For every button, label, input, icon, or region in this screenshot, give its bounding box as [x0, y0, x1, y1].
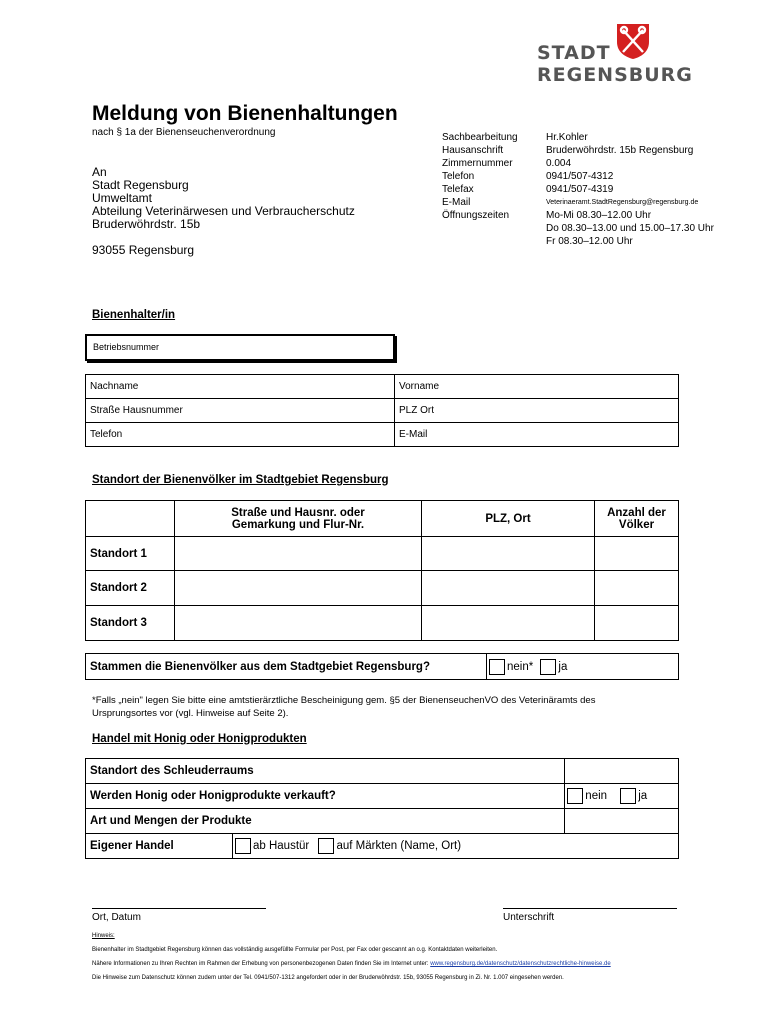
standort-1-strasse[interactable] [175, 537, 422, 571]
haustuer-checkbox[interactable] [235, 838, 251, 854]
notes-line-text: Nähere Informationen zu Ihren Rechten im Rahmen der Erhebung von personenbezogenen Daten finden Sie im Internet unter: [92, 961, 429, 967]
nachname-field[interactable] [86, 375, 395, 399]
verkauf-label: Werden Honig oder Honigprodukte verkauft? [90, 790, 336, 802]
signature-label-right: Unterschrift [503, 912, 555, 923]
contact-value: Hr.Kohler [546, 132, 588, 143]
contact-values [546, 131, 714, 248]
header-anzahl [595, 501, 679, 537]
header-anzahl-line: Anzahl der [607, 506, 666, 519]
recipient-line: Umweltamt [92, 191, 153, 205]
produkte-field[interactable] [565, 809, 679, 834]
contact-label: Öffnungszeiten [442, 210, 510, 221]
betriebsnummer-label: Betriebsnummer [93, 342, 160, 352]
standort-row-label [86, 571, 175, 606]
contact-labels [442, 131, 518, 222]
header-strasse-line: Straße und Hausnr. oder [231, 506, 365, 519]
produkte-label: Art und Mengen der Produkte [90, 815, 252, 827]
notes-line: Bienenhalter im Stadtgebiet Regensburg können das vollständig ausgefüllte Formular per Post, per Fax oder gescannt an o.g. Kontaktdaten weiterleiten. [92, 947, 498, 953]
betriebsnummer-field[interactable] [85, 334, 395, 361]
contact-value: Bruderwöhrdstr. 15b Regensburg [546, 145, 694, 156]
vorname-field[interactable] [395, 375, 679, 399]
city-logo [537, 22, 693, 88]
header-plz-label: PLZ, Ort [485, 512, 531, 525]
maerkte-checkbox[interactable] [318, 838, 334, 854]
notes [92, 932, 682, 982]
verkauf-nein-checkbox[interactable] [567, 788, 583, 804]
header-strasse-line: Gemarkung und Flur-Nr. [231, 518, 365, 531]
origin-nein-label: nein* [507, 660, 534, 673]
eigener-handel-options [233, 834, 679, 859]
origin-question-table [85, 653, 679, 680]
notes-heading: Hinweis: [92, 933, 115, 939]
origin-ja-checkbox[interactable] [540, 659, 556, 675]
strasse-field[interactable] [86, 399, 395, 423]
contact-value: Do 08.30–13.00 und 15.00–17.30 Uhr [546, 223, 714, 234]
plz-ort-field[interactable] [395, 399, 679, 423]
standort-3-plz[interactable] [422, 606, 595, 641]
footnote-line: Ursprungsortes vor (vgl. Hinweise auf Seite 2). [92, 708, 289, 719]
signature-line-right[interactable] [503, 908, 677, 909]
origin-question [86, 654, 487, 680]
contact-label: Sachbearbeitung [442, 132, 518, 143]
contact-value: 0941/507-4312 [546, 171, 614, 182]
eigener-handel-label-cell [86, 834, 233, 859]
standort-row-label [86, 606, 175, 641]
header-plz [422, 501, 595, 537]
notes-line: Die Hinweise zum Datenschutz können zudem unter der Tel. 0941/507-1312 angefordert oder in der Bruderwöhrdstr. 15b, 93055 Regensburg in Zi. Nr. 1.007 eingesehen werden. [92, 975, 564, 981]
page-title: Meldung von Bienenhaltungen [92, 102, 398, 125]
schleuderraum-label-cell [86, 759, 565, 784]
plz-ort-label: PLZ Ort [399, 405, 435, 416]
section-heading-standort: Standort der Bienenvölker im Stadtgebiet Regensburg [92, 474, 389, 486]
eigener-handel-label: Eigener Handel [90, 840, 174, 852]
schleuderraum-label: Standort des Schleuderraums [90, 765, 254, 777]
holder-table [85, 374, 679, 447]
standort-table [85, 500, 679, 641]
recipient-line: Stadt Regensburg [92, 178, 189, 192]
logo-line-2: REGENSBURG [537, 64, 693, 86]
signature-line-left[interactable] [92, 908, 266, 909]
recipient-address [92, 166, 355, 257]
footnote-line: *Falls „nein" legen Sie bitte eine amtstierärztliche Bescheinigung gem. §5 der BienenseuchenVO des Veterinäramts des [92, 695, 596, 706]
produkte-label-cell [86, 809, 565, 834]
page-subtitle: nach § 1a der Bienenseuchenverordnung [92, 127, 276, 138]
email-label: E-Mail [399, 429, 428, 440]
standort-1-anzahl[interactable] [595, 537, 679, 571]
signature-label-left: Ort, Datum [92, 912, 141, 923]
origin-ja-label: ja [558, 660, 568, 673]
recipient-line: Bruderwöhrdstr. 15b [92, 217, 201, 231]
standort-label: Standort 1 [90, 547, 147, 560]
privacy-link[interactable]: www.regensburg.de/datenschutz/datenschutzrechtliche-hinweise.de [430, 961, 611, 967]
origin-nein-checkbox[interactable] [489, 659, 505, 675]
header-blank [86, 501, 175, 537]
header-anzahl-line: Völker [618, 518, 655, 531]
contact-value: 0.004 [546, 158, 572, 169]
section-heading-handel: Handel mit Honig oder Honigprodukten [92, 733, 307, 745]
standort-label: Standort 2 [90, 582, 147, 594]
coat-of-arms-icon [615, 22, 651, 60]
telefon-field[interactable] [86, 423, 395, 447]
logo-line-1: STADT [537, 42, 611, 64]
contact-value: Mo-Mi 08.30–12.00 Uhr [546, 210, 652, 221]
email-field[interactable] [395, 423, 679, 447]
contact-label: Telefax [442, 184, 474, 195]
contact-email: Veterinaeramt.StadtRegensburg@regensburg.de [546, 199, 699, 206]
header-strasse [175, 501, 422, 537]
origin-answers [487, 654, 679, 680]
recipient-line: Abteilung Veterinärwesen und Verbraucherschutz [92, 204, 355, 218]
contact-label: Telefon [442, 171, 475, 182]
vorname-label: Vorname [399, 381, 440, 392]
verkauf-ja-label: ja [638, 790, 648, 803]
recipient-line: An [92, 165, 107, 179]
haustuer-label: ab Haustür [253, 840, 310, 853]
standort-row-label [86, 537, 175, 571]
contact-value: Fr 08.30–12.00 Uhr [546, 236, 633, 247]
maerkte-label: auf Märkten (Name, Ort) [336, 840, 462, 853]
standort-3-anzahl[interactable] [595, 606, 679, 641]
recipient-line: 93055 Regensburg [92, 243, 195, 257]
contact-label: Zimmernummer [442, 158, 513, 169]
contact-label: Hausanschrift [442, 145, 504, 156]
standort-label: Standort 3 [90, 617, 147, 629]
handel-table [85, 758, 679, 859]
strasse-label: Straße Hausnummer [90, 405, 183, 416]
standort-2-anzahl[interactable] [595, 571, 679, 606]
verkauf-answers [565, 784, 679, 809]
verkauf-label-cell [86, 784, 565, 809]
standort-3-strasse[interactable] [175, 606, 422, 641]
contact-value: 0941/507-4319 [546, 184, 614, 195]
notes-line [92, 960, 682, 968]
standort-2-plz[interactable] [422, 571, 595, 606]
nachname-label: Nachname [90, 381, 139, 392]
section-heading-holder: Bienenhalter/in [92, 309, 176, 321]
schleuderraum-field[interactable] [565, 759, 679, 784]
origin-question-text: Stammen die Bienenvölker aus dem Stadtgebiet Regensburg? [90, 660, 430, 673]
telefon-label: Telefon [90, 429, 123, 440]
footnote [92, 694, 595, 720]
standort-1-plz[interactable] [422, 537, 595, 571]
verkauf-ja-checkbox[interactable] [620, 788, 636, 804]
standort-2-strasse[interactable] [175, 571, 422, 606]
contact-label: E-Mail [442, 197, 471, 208]
verkauf-nein-label: nein [585, 790, 608, 803]
